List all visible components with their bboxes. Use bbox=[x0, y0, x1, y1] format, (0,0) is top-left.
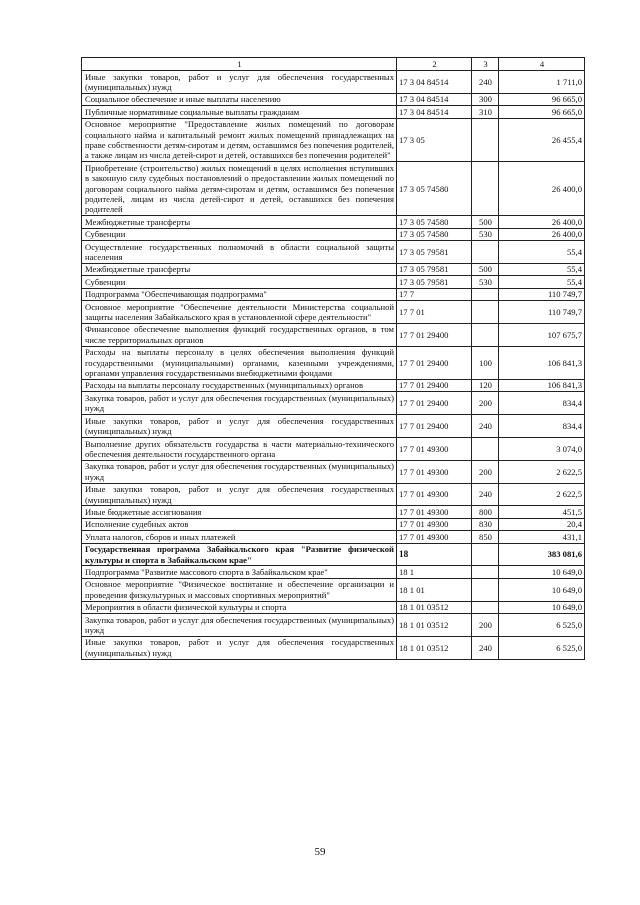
row-expense-type-cell bbox=[472, 241, 499, 264]
table-row bbox=[82, 276, 585, 288]
row-expense-type-cell: 850 bbox=[472, 531, 499, 543]
row-expense-type-cell bbox=[472, 323, 499, 346]
row-amount-cell: 110 749,7 bbox=[499, 288, 585, 300]
row-amount-cell: 96 665,0 bbox=[499, 93, 585, 105]
row-expense-type-cell: 240 bbox=[472, 483, 499, 506]
row-amount-cell: 6 525,0 bbox=[499, 636, 585, 659]
row-name-cell: Государственная программа Забайкальского края "Развитие физической культуры и спорта в Забайкальском крае" bbox=[82, 543, 397, 566]
row-amount-cell: 2 622,5 bbox=[499, 460, 585, 483]
row-code-cell: 17 7 01 49300 bbox=[397, 518, 472, 530]
row-expense-type-cell: 500 bbox=[472, 263, 499, 275]
row-amount-cell: 106 841,3 bbox=[499, 346, 585, 379]
row-name-cell: Иные закупки товаров, работ и услуг для обеспечения государственных (муниципальных) нужд bbox=[82, 71, 397, 94]
table-row bbox=[82, 228, 585, 240]
table-row bbox=[82, 241, 585, 264]
row-code-cell: 18 1 01 03512 bbox=[397, 636, 472, 659]
row-code-cell: 17 7 01 29400 bbox=[397, 415, 472, 438]
row-code-cell: 17 3 05 79581 bbox=[397, 241, 472, 264]
row-code-cell: 17 3 05 79581 bbox=[397, 263, 472, 275]
row-name-cell: Закупка товаров, работ и услуг для обеспечения государственных (муниципальных) нужд bbox=[82, 460, 397, 483]
row-amount-cell: 55,4 bbox=[499, 263, 585, 275]
row-expense-type-cell: 240 bbox=[472, 415, 499, 438]
row-code-cell: 17 7 01 29400 bbox=[397, 346, 472, 379]
row-expense-type-cell bbox=[472, 118, 499, 162]
row-expense-type-cell: 120 bbox=[472, 379, 499, 391]
row-name-cell: Социальное обеспечение и иные выплаты населению bbox=[82, 93, 397, 105]
row-name-cell: Расходы на выплаты персоналу государственных (муниципальных) органов bbox=[82, 379, 397, 391]
row-expense-type-cell: 500 bbox=[472, 216, 499, 228]
row-amount-cell: 431,1 bbox=[499, 531, 585, 543]
row-expense-type-cell bbox=[472, 601, 499, 613]
row-name-cell: Публичные нормативные социальные выплаты гражданам bbox=[82, 106, 397, 118]
row-expense-type-cell: 530 bbox=[472, 228, 499, 240]
row-code-cell: 17 3 05 74580 bbox=[397, 216, 472, 228]
row-amount-cell: 107 675,7 bbox=[499, 323, 585, 346]
row-name-cell: Основное мероприятие "Обеспечение деятельности Министерства социальной защиты населения Забайкальского края в установленной сфере деятельности" bbox=[82, 301, 397, 324]
row-expense-type-cell bbox=[472, 566, 499, 578]
row-amount-cell: 1 711,0 bbox=[499, 71, 585, 94]
row-expense-type-cell: 240 bbox=[472, 71, 499, 94]
table-row bbox=[82, 531, 585, 543]
row-amount-cell: 26 455,4 bbox=[499, 118, 585, 162]
row-code-cell: 17 3 05 bbox=[397, 118, 472, 162]
row-name-cell: Приобретение (строительство) жилых помещений в целях исполнения вступивших в законную силу судебных постановлений о предоставлении жилых помещений по договорам социального найма детям-сиротам и детям, оставшимся без попечения родителей, лицам из числа детей-сирот и детей, оставшихся без попечения родителей bbox=[82, 162, 397, 216]
row-expense-type-cell: 300 bbox=[472, 93, 499, 105]
row-code-cell: 17 3 04 84514 bbox=[397, 71, 472, 94]
row-code-cell: 17 7 01 49300 bbox=[397, 531, 472, 543]
row-code-cell: 17 7 bbox=[397, 288, 472, 300]
row-code-cell: 17 3 04 84514 bbox=[397, 93, 472, 105]
row-name-cell: Подпрограмма "Обеспечивающая подпрограмма" bbox=[82, 288, 397, 300]
row-name-cell: Уплата налогов, сборов и иных платежей bbox=[82, 531, 397, 543]
row-name-cell: Мероприятия в области физической культуры и спорта bbox=[82, 601, 397, 613]
row-code-cell: 17 7 01 49300 bbox=[397, 483, 472, 506]
row-code-cell: 17 3 04 84514 bbox=[397, 106, 472, 118]
row-code-cell: 17 7 01 49300 bbox=[397, 460, 472, 483]
row-amount-cell: 10 649,0 bbox=[499, 566, 585, 578]
row-expense-type-cell: 310 bbox=[472, 106, 499, 118]
row-amount-cell: 26 400,0 bbox=[499, 216, 585, 228]
row-name-cell: Закупка товаров, работ и услуг для обеспечения государственных (муниципальных) нужд bbox=[82, 614, 397, 637]
row-name-cell: Иные закупки товаров, работ и услуг для обеспечения государственных (муниципальных) нужд bbox=[82, 415, 397, 438]
table-row bbox=[82, 93, 585, 105]
row-amount-cell: 20,4 bbox=[499, 518, 585, 530]
row-name-cell: Иные бюджетные ассигнования bbox=[82, 506, 397, 518]
row-code-cell: 17 3 05 74580 bbox=[397, 228, 472, 240]
table-row bbox=[82, 71, 585, 94]
row-code-cell: 17 7 01 49300 bbox=[397, 506, 472, 518]
row-name-cell: Закупка товаров, работ и услуг для обеспечения государственных (муниципальных) нужд bbox=[82, 392, 397, 415]
row-name-cell: Финансовое обеспечение выполнения функций государственных органов, в том числе территориальных органов bbox=[82, 323, 397, 346]
row-name-cell: Субвенции bbox=[82, 276, 397, 288]
row-expense-type-cell: 200 bbox=[472, 614, 499, 637]
row-amount-cell: 26 400,0 bbox=[499, 228, 585, 240]
row-name-cell: Основное мероприятие "Предоставление жилых помещений по договорам социального найма и капитальный ремонт жилых помещений принадлежащих на праве собственности детям-сиротам и детям, оставшимся без попечения родителей, а также лицам из числа детей-сирот и детей, оставшихся без попечения родителей" bbox=[82, 118, 397, 162]
table-row bbox=[82, 263, 585, 275]
table-row bbox=[82, 483, 585, 506]
row-amount-cell: 10 649,0 bbox=[499, 601, 585, 613]
row-amount-cell: 96 665,0 bbox=[499, 106, 585, 118]
row-name-cell: Основное мероприятие "Физическое воспитание и обеспечение организации и проведения физкультурных и массовых спортивных мероприятий" bbox=[82, 578, 397, 601]
row-amount-cell: 110 749,7 bbox=[499, 301, 585, 324]
table-row bbox=[82, 415, 585, 438]
table-header-row bbox=[82, 58, 585, 71]
row-name-cell: Осуществление государственных полномочий в области социальной защиты населения bbox=[82, 241, 397, 264]
row-expense-type-cell: 200 bbox=[472, 392, 499, 415]
row-expense-type-cell: 800 bbox=[472, 506, 499, 518]
row-expense-type-cell bbox=[472, 162, 499, 216]
row-expense-type-cell bbox=[472, 301, 499, 324]
row-name-cell: Межбюджетные трансферты bbox=[82, 216, 397, 228]
table-row bbox=[82, 578, 585, 601]
row-expense-type-cell: 100 bbox=[472, 346, 499, 379]
row-amount-cell: 55,4 bbox=[499, 276, 585, 288]
budget-table bbox=[81, 57, 585, 660]
table-row bbox=[82, 614, 585, 637]
row-amount-cell: 106 841,3 bbox=[499, 379, 585, 391]
row-code-cell: 17 3 05 79581 bbox=[397, 276, 472, 288]
row-code-cell: 18 1 01 03512 bbox=[397, 614, 472, 637]
table-row bbox=[82, 216, 585, 228]
table-row bbox=[82, 301, 585, 324]
table-row bbox=[82, 543, 585, 566]
row-name-cell: Подпрограмма "Развитие массового спорта в Забайкальском крае" bbox=[82, 566, 397, 578]
row-expense-type-cell: 200 bbox=[472, 460, 499, 483]
table-row bbox=[82, 392, 585, 415]
row-code-cell: 17 3 05 74580 bbox=[397, 162, 472, 216]
table-row bbox=[82, 460, 585, 483]
table-row bbox=[82, 106, 585, 118]
table-row bbox=[82, 438, 585, 461]
row-code-cell: 17 7 01 bbox=[397, 301, 472, 324]
table-row bbox=[82, 379, 585, 391]
row-code-cell: 17 7 01 29400 bbox=[397, 392, 472, 415]
table-row bbox=[82, 506, 585, 518]
row-expense-type-cell: 830 bbox=[472, 518, 499, 530]
row-code-cell: 18 bbox=[397, 543, 472, 566]
row-name-cell: Иные закупки товаров, работ и услуг для обеспечения государственных (муниципальных) нужд bbox=[82, 483, 397, 506]
row-code-cell: 17 7 01 29400 bbox=[397, 323, 472, 346]
row-amount-cell: 10 649,0 bbox=[499, 578, 585, 601]
row-amount-cell: 383 081,6 bbox=[499, 543, 585, 566]
row-expense-type-cell bbox=[472, 578, 499, 601]
header-col-2: 2 bbox=[397, 58, 472, 71]
table-row bbox=[82, 566, 585, 578]
table-row bbox=[82, 288, 585, 300]
row-name-cell: Межбюджетные трансферты bbox=[82, 263, 397, 275]
row-code-cell: 18 1 01 03512 bbox=[397, 601, 472, 613]
row-expense-type-cell: 530 bbox=[472, 276, 499, 288]
row-expense-type-cell bbox=[472, 288, 499, 300]
table-row bbox=[82, 346, 585, 379]
row-amount-cell: 834,4 bbox=[499, 392, 585, 415]
table-row bbox=[82, 601, 585, 613]
row-code-cell: 18 1 bbox=[397, 566, 472, 578]
row-amount-cell: 3 074,0 bbox=[499, 438, 585, 461]
page-number: 59 bbox=[314, 846, 326, 858]
row-name-cell: Выполнение других обязательств государства в части материально-технического обеспечения деятельности государственного органа bbox=[82, 438, 397, 461]
row-expense-type-cell bbox=[472, 543, 499, 566]
row-code-cell: 18 1 01 bbox=[397, 578, 472, 601]
row-expense-type-cell: 240 bbox=[472, 636, 499, 659]
row-amount-cell: 451,5 bbox=[499, 506, 585, 518]
row-expense-type-cell bbox=[472, 438, 499, 461]
row-name-cell: Исполнение судебных актов bbox=[82, 518, 397, 530]
header-col-3: 3 bbox=[472, 58, 499, 71]
table-row bbox=[82, 518, 585, 530]
row-amount-cell: 26 400,0 bbox=[499, 162, 585, 216]
table-row bbox=[82, 118, 585, 162]
table-row bbox=[82, 636, 585, 659]
table-row bbox=[82, 162, 585, 216]
row-name-cell: Иные закупки товаров, работ и услуг для обеспечения государственных (муниципальных) нужд bbox=[82, 636, 397, 659]
budget-table-container bbox=[81, 57, 584, 660]
row-name-cell: Субвенции bbox=[82, 228, 397, 240]
row-amount-cell: 55,4 bbox=[499, 241, 585, 264]
row-name-cell: Расходы на выплаты персоналу в целях обеспечения выполнения функций государственными (муниципальными) органами, казенными учреждениями, органами управления государственными внебюджетными фондами bbox=[82, 346, 397, 379]
table-row bbox=[82, 323, 585, 346]
row-code-cell: 17 7 01 29400 bbox=[397, 379, 472, 391]
header-col-1: 1 bbox=[82, 58, 397, 71]
row-amount-cell: 6 525,0 bbox=[499, 614, 585, 637]
row-code-cell: 17 7 01 49300 bbox=[397, 438, 472, 461]
row-amount-cell: 2 622,5 bbox=[499, 483, 585, 506]
row-amount-cell: 834,4 bbox=[499, 415, 585, 438]
header-col-4: 4 bbox=[499, 58, 585, 71]
